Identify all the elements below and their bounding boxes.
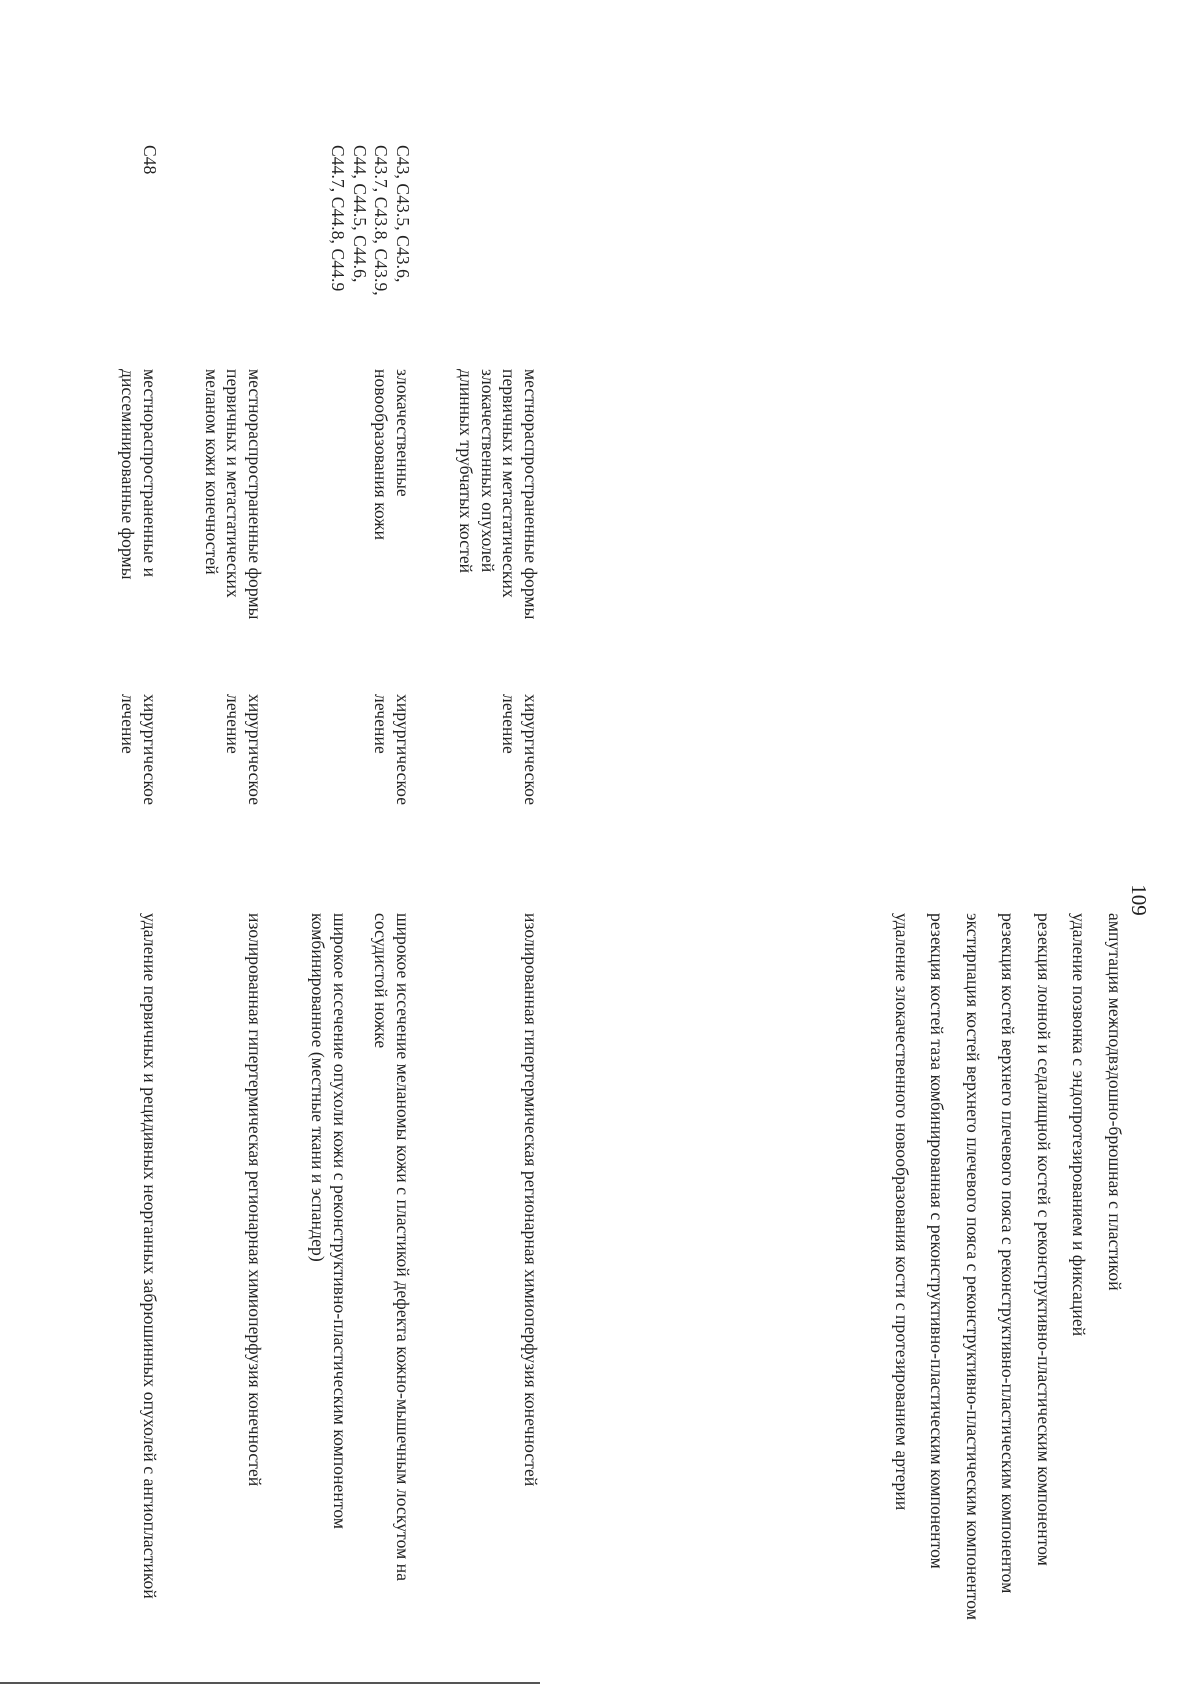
page-number: 109: [1127, 884, 1151, 916]
method-item: резекция костей таза комбинированная с реконструктивно-пластическим компонентом: [927, 913, 948, 1569]
method-cell: [293, 913, 413, 1633]
method-item: резекция костей верхнего плечевого пояса с реконструктивно-пластическим компонентом: [998, 913, 1019, 1594]
method-item: изолированная гипертермическая регионарная химиоперфузия конечностей: [245, 913, 265, 1487]
treatment-cell: хирургическое лечение: [371, 694, 413, 806]
diagnosis-cell: местнораспространенные формы первичных и метастатических злокачественных опухолей длинных трубчатых костей: [456, 369, 541, 620]
scan-bottom-rule: [0, 1682, 540, 1684]
method-item: экстирпация костей верхнего плечевого пояса с реконструктивно-пластическим компонентом: [963, 913, 983, 1620]
method-item: изолированная гипертермическая регионарная химиоперфузия конечностей: [521, 913, 541, 1487]
method-item: удаление позвонка с эндопротезированием и фиксацией: [1069, 913, 1090, 1337]
icd-code-cell: C43, C43.5, C43.6, C43.7, C43.8, C43.9, C44, C44.5, C44.6, C44.7, C44.8, C44.9: [328, 145, 413, 296]
rotated-table: [113, 115, 1153, 1635]
methods-continuation: [877, 913, 1126, 1633]
method-item: удаление злокачественного новообразования кости с протезированием артерии: [892, 913, 912, 1511]
method-cell: [125, 913, 161, 1633]
method-item: широкое иссечение опухоли кожи с реконструктивно-пластическим компонентом комбинированное (местные ткани и эспандер): [308, 913, 350, 1530]
diagnosis-cell: местнораспространенные и диссеминированные формы: [118, 369, 160, 580]
treatment-cell: хирургическое лечение: [223, 694, 265, 806]
diagnosis-cell: злокачественные новообразования кожи: [371, 369, 413, 541]
method-item: ампутация межподвздошно-брюшная с пластикой: [1105, 913, 1125, 1291]
diagnosis-cell: местнораспространенные формы первичных и метастатических меланом кожи конечностей: [202, 369, 265, 620]
method-cell: [506, 913, 542, 1633]
method-item: резекция лонной и седалищной костей с реконструктивно-пластическим компонентом: [1034, 913, 1054, 1566]
method-item: удаление первичных и рецидивных неорганных забрюшинных опухолей с ангиопластикой: [140, 913, 160, 1599]
method-item: широкое иссечение меланомы кожи с пластикой дефекта кожно-мышечным лоскутом на сосудистой ножке: [371, 913, 413, 1582]
method-cell: [230, 913, 266, 1633]
treatment-cell: хирургическое лечение: [118, 694, 160, 806]
icd-code-cell: C48: [140, 145, 160, 175]
treatment-cell: хирургическое лечение: [499, 694, 541, 806]
